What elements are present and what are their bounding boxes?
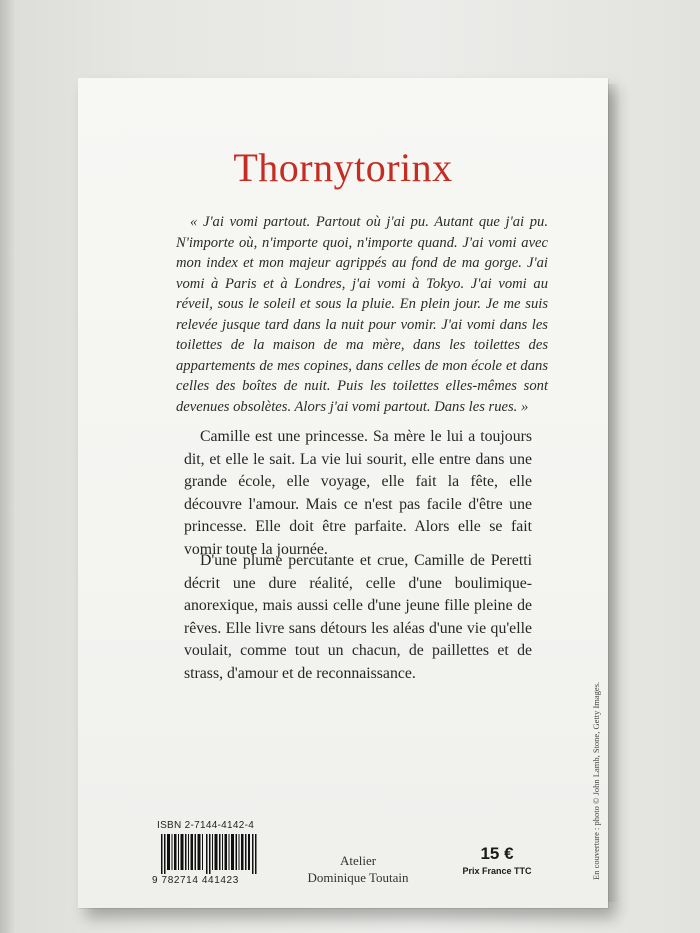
- blurb-paragraph-2: D'une plume percutante et crue, Camille de Peretti décrit une dure réalité, celle d'une boulimique-anorexique, mais aussi celle d'une jeune fille pleine de rêves. Elle livre sans détours les aléas d'une vie qu'elle voulait, comme tout un chacun, de paillettes et de strass, d'amour et de reconnaissance.: [184, 552, 532, 682]
- book-page-edge: [608, 84, 622, 902]
- book-title: Thornytorinx: [233, 145, 453, 190]
- publisher-name: [278, 852, 438, 886]
- table-surface-edge: [0, 0, 14, 933]
- barcode-digits: 9 782714 441423: [152, 875, 239, 886]
- price-block: [452, 844, 542, 876]
- photo-credit: En couverture : photo © John Lamb, Stone, Getty Images.: [591, 681, 601, 880]
- publisher-line-2: Dominique Toutain: [307, 870, 409, 885]
- book-back-cover: [78, 78, 608, 908]
- isbn-label: ISBN 2-7144-4142-4: [157, 820, 255, 831]
- blurb-paragraph-1: Camille est une princesse. Sa mère le lui a toujours dit, et elle le sait. La vie lui sourit, elle entre dans une grande école, elle voyage, elle fait la fête, elle découvre l'amour. Mais ce n'est pas facile d'être une princesse. Elle doit être parfaite. Alors elle se fait vomir toute la journée.: [184, 428, 532, 558]
- publisher-line-1: Atelier: [339, 853, 377, 868]
- price-amount: 15 €: [480, 844, 514, 863]
- barcode: [161, 834, 257, 874]
- price-label: Prix France TTC: [462, 866, 532, 876]
- cover-quote: « J'ai vomi partout. Partout où j'ai pu. Autant que j'ai pu. N'importe où, n'importe quoi, n'importe quand. J'ai vomi avec mon index et mon majeur agrippés au fond de ma gorge. J'ai vomi à Paris et à Londres, j'ai vomi à Tokyo. J'ai vomi au réveil, sous le soleil et sous la pluie. En plein jour. Je me suis relevée jusque tard dans la nuit pour vomir. J'ai vomi dans les toilettes de la maison de ma mère, dans les toilettes des appartements de mes copines, dans celles de mon école et dans celles des boîtes de nuit. Puis les toilettes elles-mêmes sont devenues obsolètes. Alors j'ai vomi partout. Dans les rues. »: [176, 214, 548, 415]
